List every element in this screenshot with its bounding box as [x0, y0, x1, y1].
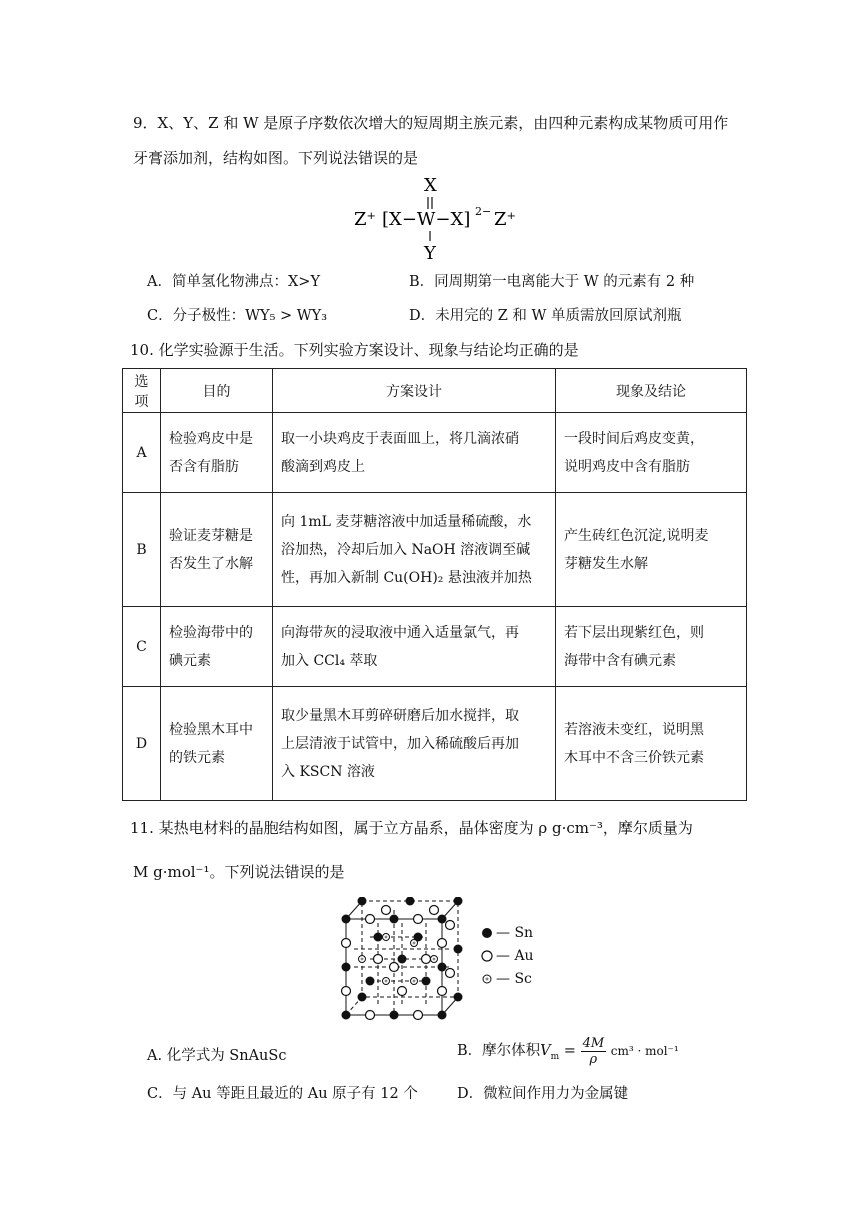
q11-option-d: D．微粒间作用力为金属键: [457, 1086, 629, 1102]
crystal-cell-diagram: [338, 897, 468, 1027]
row-result: 一段时间后鸡皮变黄， 说明鸡皮中含有脂肪: [556, 413, 747, 493]
row-result: 若下层出现紫红色，则 海带中含有碘元素: [556, 607, 747, 687]
row-option: C: [123, 607, 161, 687]
legend-au-marker: [480, 949, 494, 963]
row-design: 向海带灰的浸取液中通入适量氯气，再 加入 CCl₄ 萃取: [273, 607, 556, 687]
q11-stem-line1: 11. 某热电材料的晶胞结构如图，属于立方晶系，晶体密度为 ρ g·cm⁻³，摩尔质量为: [130, 819, 693, 837]
row-purpose: 检验鸡皮中是 否含有脂肪: [161, 413, 273, 493]
q9-option-a: A．简单氢化物沸点：X>Y: [147, 274, 321, 290]
legend-au-label: — Au: [496, 948, 534, 964]
formula-top-atom: X: [424, 175, 437, 196]
formula-bottom-atom: Y: [424, 243, 436, 264]
row-purpose: 验证麦芽糖是 否发生了水解: [161, 493, 273, 607]
table-row: [123, 607, 747, 687]
header-design: 方案设计: [273, 369, 556, 413]
row-design: 向 1mL 麦芽糖溶液中加适量稀硫酸，水 浴加热，冷却后加入 NaOH 溶液调至碱 性，再加入新制 Cu(OH)₂ 悬浊液并加热: [273, 493, 556, 607]
legend-sc-label: — Sc: [496, 971, 532, 987]
formula-charge: 2−: [475, 205, 492, 218]
legend-sn-label: — Sn: [496, 925, 534, 941]
q9-option-c: C．分子极性：WY₅ > WY₃: [147, 308, 328, 324]
q9-stem-line2: 牙膏添加剂，结构如图。下列说法错误的是: [133, 149, 419, 167]
row-design: 取少量黑木耳剪碎研磨后加水搅拌，取 上层清液于试管中，加入稀硫酸后再加 入 KSCN 溶液: [273, 687, 556, 801]
q11-stem-line2: M g·mol⁻¹。下列说法错误的是: [133, 863, 345, 881]
row-result: 产生砖红色沉淀,说明麦 芽糖发生水解: [556, 493, 747, 607]
row-option: A: [123, 413, 161, 493]
row-option: D: [123, 687, 161, 801]
header-purpose: 目的: [161, 369, 273, 413]
q10-table: [122, 368, 747, 801]
q10-stem: 10. 化学实验源于生活。下列实验方案设计、现象与结论均正确的是: [130, 341, 579, 359]
q11-option-b: B．摩尔体积$V_m$ = $\frac{4M}{\rho}$ cm³ · mol⁻¹: [457, 1035, 679, 1067]
row-option: B: [123, 493, 161, 607]
q11-option-c: C．与 Au 等距且最近的 Au 原子有 12 个: [147, 1086, 418, 1102]
table-row: [123, 413, 747, 493]
q9-option-b: B．同周期第一电离能大于 W 的元素有 2 种: [409, 274, 695, 290]
row-result: 若溶液未变红，说明黑 木耳中不含三价铁元素: [556, 687, 747, 801]
formula-right-cation: Z⁺: [494, 209, 517, 230]
legend-sn-marker: [480, 926, 494, 940]
table-header-row: [123, 369, 747, 413]
q11-option-a: A. 化学式为 SnAuSc: [147, 1048, 287, 1064]
header-option: 选项: [123, 369, 161, 413]
legend-sc-marker: [480, 972, 494, 986]
row-design: 取一小块鸡皮于表面皿上，将几滴浓硝 酸滴到鸡皮上: [273, 413, 556, 493]
q9-structure-formula: [354, 175, 524, 265]
row-purpose: 检验黑木耳中 的铁元素: [161, 687, 273, 801]
molar-volume-fraction: $\frac{4M}{\rho}$: [582, 1035, 605, 1067]
q9-option-d: D．未用完的 Z 和 W 单质需放回原试剂瓶: [409, 308, 682, 324]
q9-stem-line1: 9．X、Y、Z 和 W 是原子序数依次增大的短周期主族元素，由四种元素构成某物质可用作: [133, 114, 729, 132]
table-row: [123, 687, 747, 801]
header-result: 现象及结论: [556, 369, 747, 413]
table-row: [123, 493, 747, 607]
formula-left-cation: Z⁺: [354, 209, 377, 230]
row-purpose: 检验海带中的 碘元素: [161, 607, 273, 687]
formula-bracket: [X−W−X]: [382, 209, 471, 230]
